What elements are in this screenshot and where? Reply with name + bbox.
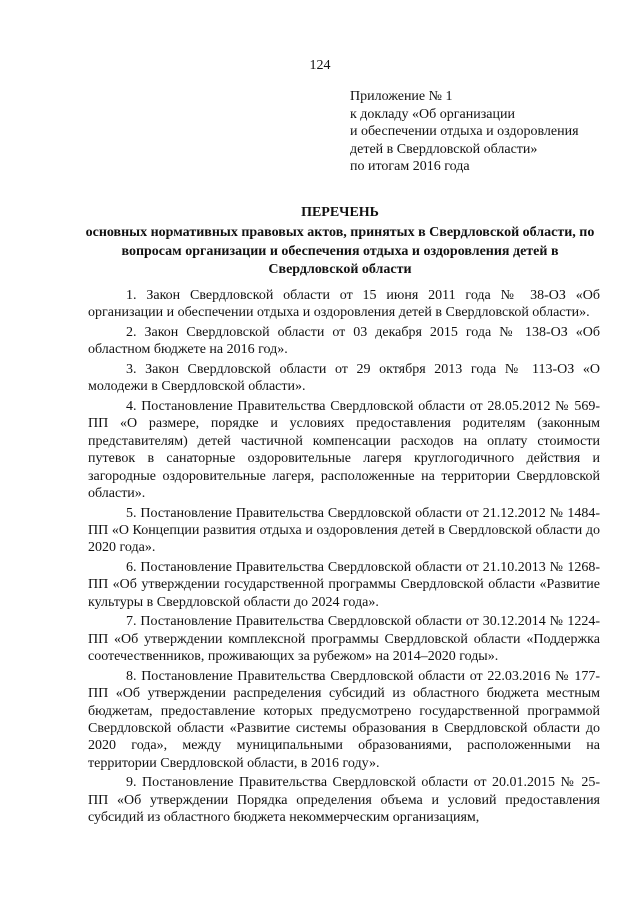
list-item: 6. Постановление Правительства Свердловской области от 21.10.2013 № 1268-ПП «Об утверждении государственной программы Свердловской области «Развитие культуры в Свердловской области до 2024 года». (88, 560, 600, 610)
document-subtitle: основных нормативных правовых актов, принятых в Свердловской области, по вопросам организации и обеспечения отдыха и оздоровления детей в Свердловской области (85, 225, 595, 277)
acts-list (88, 287, 600, 829)
appendix-line: Приложение № 1 (350, 89, 453, 104)
list-item: 1. Закон Свердловской области от 15 июня 2011 года № 38-ОЗ «Об организации и обеспечении отдыха и оздоровления детей в Свердловской области». (88, 288, 600, 321)
document-heading (80, 204, 600, 280)
list-item: 8. Постановление Правительства Свердловской области от 22.03.2016 № 177-ПП «Об утверждении распределения субсидий из областного бюджета местным бюджетам, предоставление которых предусмотрено государственной программой Свердловской области «Развитие системы образования в Свердловской области до 2020 года», между муниципальными образованиями, расположенными на территории Свердловской области, в 2016 году». (88, 668, 600, 771)
list-item: 4. Постановление Правительства Свердловской области от 28.05.2012 № 569-ПП «О размере, порядке и условиях предоставления родителям (законным представителям) детей частичной компенсации расходов на оплату стоимости путевок в санаторные оздоровительные лагеря круглогодичного действия и загородные оздоровительные лагеря, расположенные на территории Свердловской области». (88, 399, 600, 502)
appendix-line: и обеспечении отдыха и оздоровления (350, 124, 579, 139)
document-title: ПЕРЕЧЕНЬ (301, 205, 379, 220)
appendix-block (350, 88, 620, 176)
appendix-line: к докладу «Об организации (350, 106, 515, 122)
list-item: 5. Постановление Правительства Свердловской области от 21.12.2012 № 1484-ПП «О Концепции развития отдыха и оздоровления детей в Свердловской области до 2020 года». (88, 505, 600, 556)
list-item: 3. Закон Свердловской области от 29 октября 2013 года № 113-ОЗ «О молодежи в Свердловской области». (88, 362, 600, 395)
list-item: 2. Закон Свердловской области от 03 декабря 2015 года № 138-ОЗ «Об областном бюджете на 2016 год». (88, 325, 600, 358)
list-item: 9. Постановление Правительства Свердловской области от 20.01.2015 № 25-ПП «Об утверждении Порядка определения объема и условий предоставления субсидий из областного бюджета некоммерческим организациям, (88, 775, 600, 826)
appendix-line: детей в Свердловской области» (350, 141, 538, 157)
page-number: 124 (309, 58, 331, 73)
list-item: 7. Постановление Правительства Свердловской области от 30.12.2014 № 1224-ПП «Об утверждении комплексной программы Свердловской области «Поддержка соотечественников, проживающих за рубежом» на 2014–2020 годы». (88, 614, 600, 665)
appendix-line: по итогам 2016 года (350, 159, 470, 174)
